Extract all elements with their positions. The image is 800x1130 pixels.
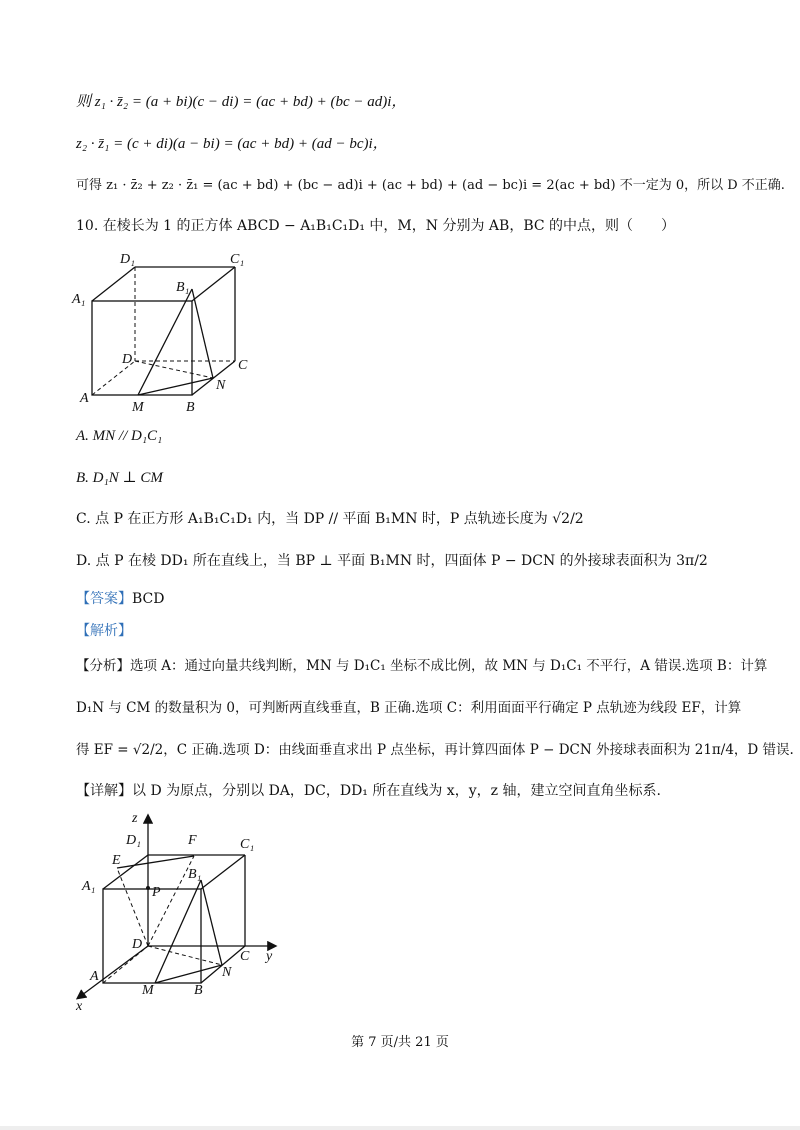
label-C: C: [240, 949, 250, 964]
label-E: E: [112, 853, 121, 868]
detail-line: 【详解】以 D 为原点，分别以 DA，DC，DD₁ 所在直线为 x，y，z 轴，建立空间直角坐标系.: [76, 783, 661, 799]
label-A: A: [90, 969, 99, 984]
cube-figure-2: [70, 808, 290, 1013]
label-A: A: [80, 391, 89, 406]
option-b: B. D₁N ⊥ CM: [76, 470, 163, 486]
label-M: M: [132, 400, 144, 415]
xiangjie-tag: 【详解】: [76, 783, 132, 799]
label-A1: A₁: [82, 879, 96, 894]
answer-value: BCD: [132, 591, 165, 607]
answer-tag: 【答案】: [76, 591, 132, 607]
label-z: z: [132, 811, 138, 826]
label-B1: B₁: [176, 280, 190, 295]
label-D1: D₁: [126, 833, 141, 848]
analysis-line-2: D₁N 与 CM 的数量积为 0，可判断两直线垂直，B 正确.选项 C：利用面面平行确定 P 点轨迹为线段 EF，计算: [76, 700, 742, 716]
fenxi-tag: 【分析】: [76, 658, 130, 674]
label-C1: C₁: [230, 252, 245, 267]
label-B: B: [194, 983, 203, 998]
label-D1: D₁: [120, 252, 135, 267]
question-10: 10. 在棱长为 1 的正方体 ABCD − A₁B₁C₁D₁ 中，M，N 分别为 AB，BC 的中点，则（ ）: [76, 218, 676, 234]
label-B1: B₁: [188, 867, 202, 882]
label-D: D: [122, 352, 133, 367]
label-y: y: [266, 949, 273, 964]
label-x: x: [76, 999, 83, 1013]
label-C: C: [238, 358, 248, 373]
bottom-divider: [0, 1126, 800, 1130]
label-C1: C₁: [240, 837, 255, 852]
label-N: N: [216, 378, 226, 393]
analysis-tag: 【解析】: [76, 623, 132, 639]
text-line-2: z₂ · z̄₁ = (c + di)(a − bi) = (ac + bd) + (ad − bc)i，: [76, 136, 388, 152]
text-line-3: 可得 z₁ · z̄₂ + z₂ · z̄₁ = (ac + bd) + (bc − ad)i + (ac + bd) + (ad − bc)i = 2(ac + bd) 不一定为 0，所以 D 不正确.: [76, 178, 785, 193]
label-D: D: [132, 937, 143, 952]
label-B: B: [186, 400, 195, 415]
answer-line: [76, 589, 164, 609]
cube-figure-1: [70, 245, 270, 415]
text-line-1: 则 z₁ · z̄₂ = (a + bi)(c − di) = (ac + bd) + (bc − ad)i，: [76, 94, 407, 110]
option-c: C. 点 P 在正方形 A₁B₁C₁D₁ 内，当 DP // 平面 B₁MN 时，P 点轨迹长度为 √2/2: [76, 511, 584, 527]
label-N: N: [222, 965, 232, 980]
option-a: A. MN // D₁C₁: [76, 428, 163, 444]
option-d: D. 点 P 在棱 DD₁ 所在直线上，当 BP ⊥ 平面 B₁MN 时，四面体 P − DCN 的外接球表面积为 3π/2: [76, 553, 708, 569]
analysis-line-1: 【分析】选项 A：通过向量共线判断，MN 与 D₁C₁ 坐标不成比例，故 MN 与 D₁C₁ 不平行，A 错误.选项 B：计算: [76, 658, 768, 674]
label-P: P: [152, 885, 161, 900]
page-footer: 第 7 页/共 21 页: [351, 1035, 449, 1050]
label-M: M: [142, 983, 154, 998]
analysis-line-3: 得 EF = √2/2，C 正确.选项 D：由线面垂直求出 P 点坐标，再计算四面体 P − DCN 外接球表面积为 21π/4，D 错误.: [76, 742, 794, 758]
label-A1: A₁: [72, 292, 86, 307]
label-F: F: [188, 833, 197, 848]
